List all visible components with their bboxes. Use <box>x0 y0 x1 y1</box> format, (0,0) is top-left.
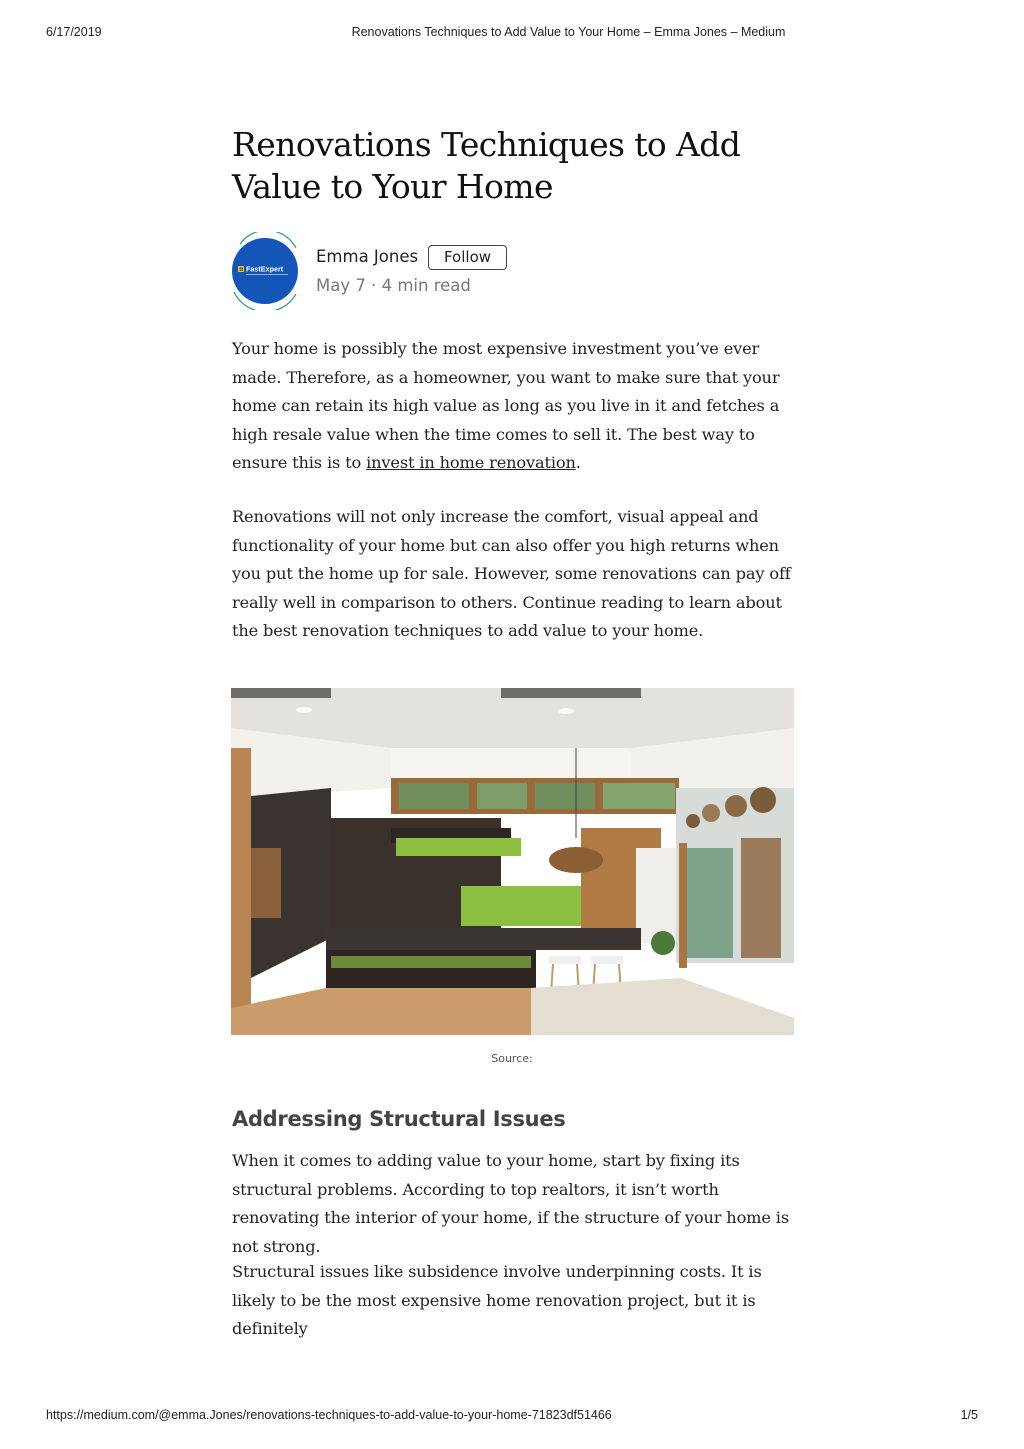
author-avatar[interactable] <box>228 232 302 310</box>
print-footer <box>0 1408 1024 1426</box>
avatar-logo-text: FastExpert <box>246 264 284 274</box>
print-url: https://medium.com/@emma.Jones/renovations-techniques-to-add-value-to-your-home-71823df51466 <box>46 1408 612 1422</box>
paragraph-intro <box>232 335 807 478</box>
kitchen-photo <box>231 688 794 1035</box>
paragraph-subsidence: Structural issues like subsidence involve underpinning costs. It is likely to be the most expensive home renovation project, but it is definitely <box>232 1262 762 1338</box>
image-caption: Source: <box>491 1052 533 1065</box>
author-name[interactable]: Emma Jones <box>316 247 419 266</box>
paragraph-intro-text: Your home is possibly the most expensive investment you’ve ever made. Therefore, as a homeowner, you want to make sure that your home can retain its high value as long as you live in it and fetches a high resale value when the time comes to sell it. The best way to ensure this is to <box>232 339 780 472</box>
paragraph-structural: When it comes to adding value to your home, start by fixing its structural problems. According to top realtors, it isn’t worth renovating the interior of your home, if the structure of your home is not strong. <box>232 1151 789 1256</box>
post-meta: May 7 · 4 min read <box>316 276 471 295</box>
paragraph-renovations: Renovations will not only increase the comfort, visual appeal and functionality of your home but can also offer you high returns when you put the home up for sale. However, some renovations can pay off really well in comparison to others. Continue reading to learn about the best renovation techniques to add value to your home. <box>232 507 791 640</box>
print-header <box>0 25 1024 43</box>
print-date: 6/17/2019 <box>46 25 102 39</box>
print-page-number: 1/5 <box>960 1408 978 1422</box>
follow-button[interactable]: Follow <box>428 245 507 270</box>
paragraph-intro-end: . <box>575 453 581 472</box>
article-title: Renovations Techniques to Add Value to Your Home <box>232 125 741 206</box>
home-renovation-link[interactable]: invest in home renovation <box>366 453 576 472</box>
byline <box>232 232 632 312</box>
section-heading-structural: Addressing Structural Issues <box>232 1107 566 1131</box>
print-page-title: Renovations Techniques to Add Value to Your Home – Emma Jones – Medium <box>351 25 786 39</box>
